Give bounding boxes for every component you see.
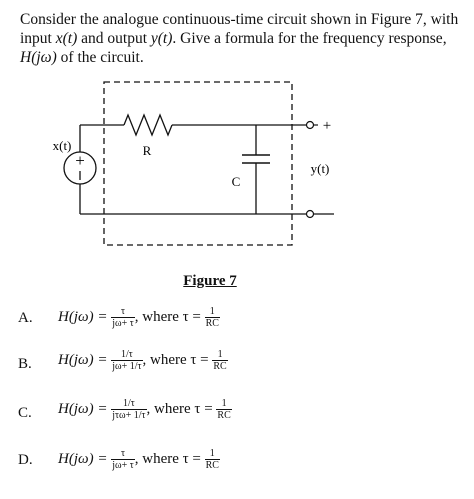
output-terminal-top xyxy=(307,122,314,129)
option-d-fraction: $\frac{\tau}{j\omega+ \tau}$ xyxy=(112,448,134,471)
question-part1: Consider the analogue continuous-time circuit shown in Figure 7, with input xyxy=(20,11,459,47)
option-c-mid: , where τ = xyxy=(146,400,213,417)
option-b-mid: , where τ = xyxy=(142,351,209,368)
option-d-lhs: H(jω) = xyxy=(58,450,108,467)
option-b xyxy=(58,349,228,372)
question-part3: . Give a formula for the frequency response, xyxy=(172,30,447,47)
output-symbol: y(t) xyxy=(150,30,173,47)
option-d-letter: D. xyxy=(18,452,33,468)
hjw-symbol: H(jω) xyxy=(20,49,57,66)
question-part4: of the circuit. xyxy=(56,49,144,66)
output-terminal-bottom xyxy=(307,211,314,218)
resistor xyxy=(124,115,172,135)
option-d-mid: , where τ = xyxy=(134,450,201,467)
output-label: y(t) xyxy=(310,161,330,176)
option-b-lhs: H(jω) = xyxy=(58,351,108,368)
option-a-mid: , where τ = xyxy=(134,308,201,325)
option-d-tau: $\frac{1}{RC}$ xyxy=(205,448,219,471)
option-a xyxy=(58,306,220,329)
option-c-tau: $\frac{1}{RC}$ xyxy=(217,398,231,421)
figure-caption: Figure 7 xyxy=(183,273,237,289)
option-c xyxy=(58,398,232,421)
question-part2: and output xyxy=(77,30,151,47)
input-label: x(t) xyxy=(52,138,72,153)
resistor-label: R xyxy=(142,143,152,158)
output-plus: + xyxy=(322,118,332,134)
option-b-fraction: $\frac{1/\tau}{j\omega+ 1/\tau}$ xyxy=(112,349,142,372)
option-c-fraction: $\frac{1/\tau}{\text{jτω+ 1/τ}}$ xyxy=(112,398,146,421)
source-sign: + xyxy=(75,151,85,170)
option-b-letter: B. xyxy=(18,356,32,372)
option-d xyxy=(58,448,220,471)
option-b-tau: $\frac{1}{RC}$ xyxy=(213,349,227,372)
option-a-letter: A. xyxy=(18,310,33,326)
option-a-lhs: H(jω) = xyxy=(58,308,108,325)
option-a-tau: $\frac{1}{RC}$ xyxy=(205,306,219,329)
option-c-lhs: H(jω) = xyxy=(58,400,108,417)
input-symbol: x(t) xyxy=(55,30,78,47)
capacitor-label: C xyxy=(231,174,241,189)
option-c-letter: C. xyxy=(18,405,32,421)
option-a-fraction: $\frac{\tau}{j\omega+ \tau}$ xyxy=(112,306,134,329)
